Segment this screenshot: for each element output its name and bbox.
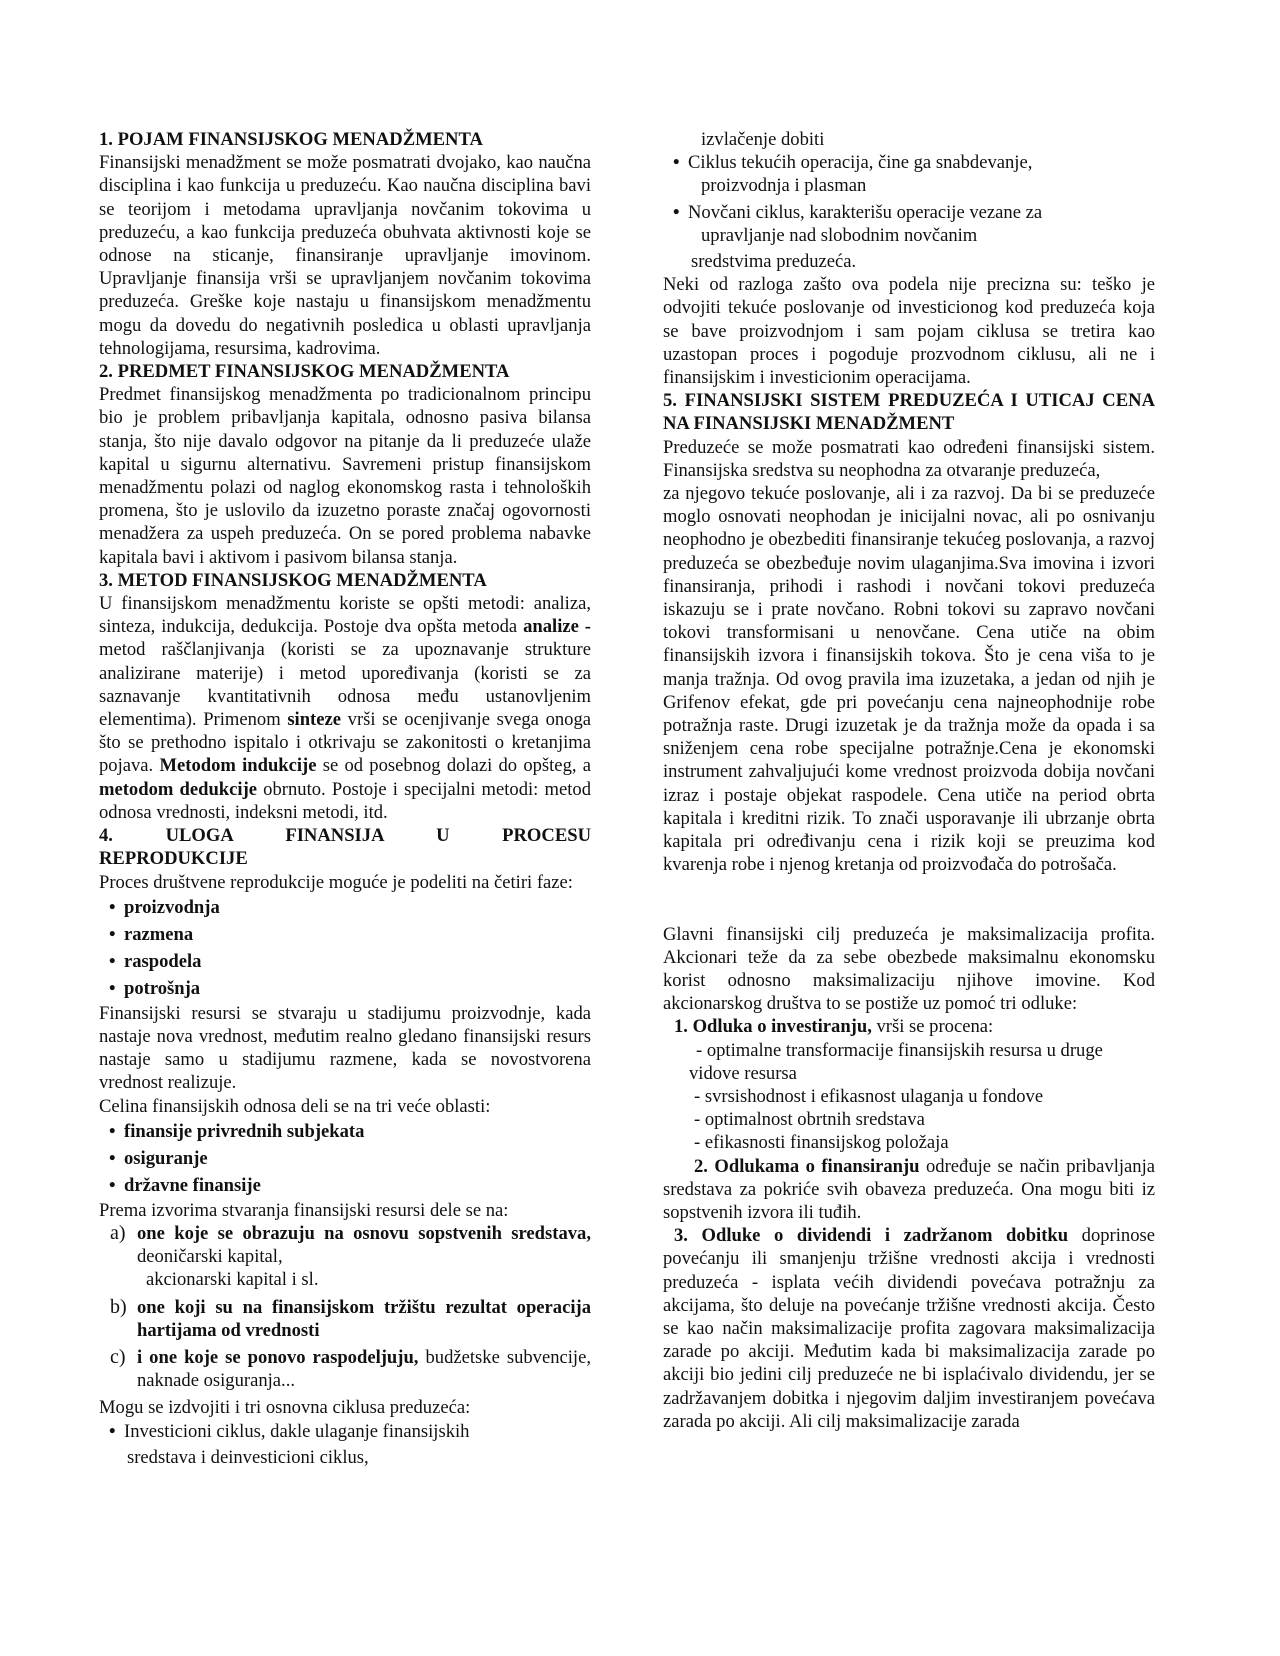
section-5-heading: 5. FINANSIJSKI SISTEM PREDUZEĆA I UTICAJ CENA NA FINANSIJSKI MENADŽMENT xyxy=(663,390,1155,435)
reasons-paragraph: Neki od razloga zašto ova podela nije precizna su: teško je odvojiti tekuće poslovanje od investicionog kod preduzeća koja se bave proizvodnjom i sam pojam ciklusa se tretira kao uzastopan proces i pogoduje prozvodnom ciklusu, ali ne i finansijskim i investicionim operacijama. xyxy=(663,274,1155,389)
left-column xyxy=(99,128,591,1469)
s3-bold-indukcije: Metodom indukcije xyxy=(159,755,317,777)
list-item xyxy=(99,1346,591,1392)
s3-text-1: U finansijskom menadžmentu koriste se opšti metodi: analiza, sinteza, indukcija, dedukcija. Postoje dva opšta metoda xyxy=(99,593,591,638)
section-4-paragraph-3: Celina finansijskih odnosa deli se na tri veće oblasti: xyxy=(99,1095,491,1117)
decision-2-bold: 2. Odlukama o finansiranju xyxy=(694,1155,920,1177)
decision-1-text: vrši se procena: xyxy=(871,1016,994,1038)
list-marker: c) xyxy=(110,1345,126,1368)
spacer xyxy=(663,877,1155,923)
decision-1-item: - efikasnosti finansijskog položaja xyxy=(694,1132,949,1154)
section-4-paragraph-5: Mogu se izdvojiti i tri osnovna ciklusa preduzeća: xyxy=(99,1397,471,1419)
cycle-1-continuation: sredstava i deinvesticioni ciklus, xyxy=(127,1446,369,1468)
list-item: • razmena xyxy=(99,921,591,948)
section-4-heading-line-1: 4. ULOGA FINANSIJA U PROCESU xyxy=(99,825,591,847)
section-4-paragraph-4: Prema izvorima stvaranja finansijski resursi dele se na: xyxy=(99,1199,509,1221)
section-4-paragraph-2: Finansijski resursi se stvaraju u stadijumu proizvodnje, kada nastaje nova vrednost, međutim realno gledano finansijski resurs nastaje samo u stadijumu razmene, kada se novostvorena vrednost realizuje. xyxy=(99,1002,591,1094)
decision-3-bold: 3. Odluke o dividendi i zadržanom dobitku xyxy=(674,1225,1069,1247)
cycles-list-right xyxy=(663,151,1155,247)
s3-bold-sinteze: sinteze xyxy=(287,709,342,731)
list-item xyxy=(99,1296,591,1342)
decision-1-bold: 1. Odluka o investiranju, xyxy=(674,1016,872,1038)
source-a-continuation: akcionarski kapital i sl. xyxy=(146,1269,319,1291)
s3-text-4: se od posebnog dolazi do opšteg, a xyxy=(316,755,591,777)
decision-3-paragraph xyxy=(663,1224,1155,1433)
list-item: • državne finansije xyxy=(99,1172,591,1199)
section-3-heading: 3. METOD FINANSIJSKOG MENADŽMENTA xyxy=(99,569,487,591)
cycle-3-continuation-2: sredstvima preduzeća. xyxy=(691,251,857,273)
right-column xyxy=(663,128,1155,1433)
decision-1-item: vidove resursa xyxy=(689,1062,797,1084)
section-2-heading: 2. PREDMET FINANSIJSKOG MENADŽMENTA xyxy=(99,361,510,383)
section-4-intro: Proces društvene reprodukcije moguće je podeliti na četiri faze: xyxy=(99,871,573,893)
s3-text-3: vrši se ocenjivanje svega onoga što se prethodno ispitalo i otkrivaju se zakonitosti o kretanjima pojava. xyxy=(99,709,592,777)
sources-list xyxy=(99,1222,591,1392)
cycle-3-continuation: upravljanje nad slobodnim novčanim xyxy=(701,224,978,246)
cycle-2-text: Ciklus tekućih operacija, čine ga snabdevanje, xyxy=(688,152,1033,174)
decision-2-paragraph xyxy=(663,1155,1155,1225)
list-marker: a) xyxy=(110,1221,126,1244)
cycle-1-text: Investicioni ciklus, dakle ulaganje finansijskih xyxy=(124,1420,470,1442)
source-b-bold: one koji su na finansijskom tržištu rezultat operacija hartijama od vrednosti xyxy=(137,1296,591,1341)
cycle-1-end: izvlačenje dobiti xyxy=(701,129,825,150)
cycles-list-left xyxy=(99,1420,591,1443)
source-a-bold: one koje se obrazuju na osnovu sopstvenih sredstava, xyxy=(137,1222,591,1244)
source-a-text: deoničarski kapital, xyxy=(137,1246,283,1268)
decision-1-item: - svrsishodnost i efikasnost ulaganja u fondove xyxy=(694,1085,1044,1107)
decision-1-item: - optimalnost obrtnih sredstava xyxy=(694,1109,925,1131)
list-marker: b) xyxy=(110,1295,127,1318)
decision-1 xyxy=(663,1015,1155,1038)
section-1-paragraph: Finansijski menadžment se može posmatrati dvojako, kao naučna disciplina i kao funkcija u preduzeću. Kao naučna disciplina bavi se teorijom i metodama upravljanja novčanim tokovima u preduzeću, a kao funkcija preduzeća obuhvata aktivnosti koje se odnose na sticanje, finansiranje upravljanje imovinom. Upravljanje finansija vrši se upravljanjem novčanim tokovima preduzeća. Greške koje nastaju u finansijskom menadžmentu mogu da dovedu do negativnih posledica u oblasti upravljanja tehnologijama, resursima, kadrovima. xyxy=(99,152,591,359)
decision-1-item: - optimalne transformacije finansijskih resursa u druge xyxy=(696,1039,1103,1061)
section-5-paragraph-1: Preduzeće se može posmatrati kao određeni finansijski sistem. Finansijska sredstva su neophodna za otvaranje preduzeća, xyxy=(663,436,1155,481)
list-item: • potrošnja xyxy=(99,975,591,1002)
s3-bold-dedukcije: metodom dedukcije xyxy=(99,778,258,800)
list-item xyxy=(663,151,1155,197)
s3-text-5: obrnuto. Postoje i specijalni metodi: metod odnosa vrednosti, indeksni metodi, itd. xyxy=(99,778,591,823)
s3-text-2: metod raščlanjivanja (koristi se za upoznavanje strukture analizirane materije) i metod upoređivanja (koristi se za saznavanje kvantitativnih odnosa među ustanovljenim elementima). Primenom xyxy=(99,639,591,731)
list-item xyxy=(663,201,1155,247)
section-4-heading-line-2: REPRODUKCIJE xyxy=(99,848,248,870)
areas-list xyxy=(99,1118,591,1199)
section-3-paragraph xyxy=(99,592,591,824)
list-item xyxy=(99,1222,591,1292)
cycle-2-continuation: proizvodnja i plasman xyxy=(701,175,867,197)
section-1-heading: 1. POJAM FINANSIJSKOG MENADŽMENTA xyxy=(99,129,483,150)
decision-3-text: doprinose povećanju ili smanjenju tržišne vrednosti akcija i vrednosti preduzeća - isplata većih dividendi povećava potražnju za akcijama, što deluje na povećanje tržišne vrednosti akcija. Često se kao način maksimalizacije profita zagovara maksimalizacija zarade po akciji. Međutim kada bi maksimalizacija zarade po akciji bio jedini cilj preduzeće ne bi isplaćivalo dividendu, jer se zadržavanjem dobitka i njegovim daljim investiranjem povećava zarada po akciji. Ali cilj maksimalizacije zarada xyxy=(663,1225,1155,1432)
list-item: • proizvodnja xyxy=(99,894,591,921)
source-c-bold: i one koje se ponovo raspodeljuju, xyxy=(137,1346,419,1368)
list-item: • osiguranje xyxy=(99,1145,591,1172)
phases-list xyxy=(99,894,591,1002)
section-2-paragraph: Predmet finansijskog menadžmenta po tradicionalnom principu bio je problem pribavljanja kapitala, odnosno pasiva bilansa stanja, što nije davalo odgovor na pitanje da li preduzeće ulaže kapital u sigurnu alternativu. Savremeni pristup finansijskom menadžmentu polazi od naglog ekonomskog rasta i tehnoloških promena, što je uslovilo da izuzetno poraste značaj ogovornosti menadžera za uspeh preduzeća. On se pored problema nabavke kapitala bavi i aktivom i pasivom bilansa stanja. xyxy=(99,384,591,568)
section-5-paragraph-2: za njegovo tekuće poslovanje, ali i za razvoj. Da bi se preduzeće moglo osnovati neophodan je inicijalni novac, ali po osnivanju neophodno je obezbediti finansiranje tekućeg poslovanja, a razvoj preduzeća se obezbeđuje novim ulaganjima.Sva imovina i izvori finansiranja, prihodi i rashodi i novčani tokovi preduzeća iskazuju se i prate novčano. Robni tokovi su zapravo novčani tokovi transformisani u nenovčane. Cena utiče na obim finansijskih izvora i finansijskih tokova. Što je cena viša to je manja tražnja. Od ovog pravila ima izuzetaka, a jedan od njih je Grifenov efekat, gde pri povećanju cena najneophodnije robe potražnja raste. Drugi izuzetak je da tražnja može da opada i sa sniženjem cena robe specijalne potražnje.Cena je ekonomski instrument zahvaljujući kome vrednost proizvoda dobija novčani izraz i postaje objekat raspodele. Cena utiče na period obrta kapitala i kreditni rizik. To znači usporavanje ili ubrzanje obrta kapitala pri određivanju cena i rizik koji se preuzima kod kvarenja robe i njenog kretanja od proizvođača do potrošača. xyxy=(663,483,1155,876)
list-item: • raspodela xyxy=(99,948,591,975)
s3-bold-analize: analize - xyxy=(523,616,591,638)
list-item xyxy=(99,1420,591,1443)
decision-2-text: određuje se način pribavljanja sredstava za pokriće svih obaveza preduzeća. Ona mogu biti iz sopstvenih izvora ili tuđih. xyxy=(663,1155,1155,1223)
cycle-3-text: Novčani ciklus, karakterišu operacije vezane za xyxy=(688,201,1043,223)
source-c-text: budžetske subvencije, naknade osiguranja... xyxy=(137,1346,592,1392)
goal-paragraph: Glavni finansijski cilj preduzeća je maksimalizacija profita. Akcionari teže da za sebe obezbede maksimalnu ekonomsku korist odnosno maksimalizaciju njihove imovine. Kod akcionarskog društva to se postiže uz pomoć tri odluke: xyxy=(663,923,1155,1015)
list-item: • finansije privrednih subjekata xyxy=(99,1118,591,1145)
